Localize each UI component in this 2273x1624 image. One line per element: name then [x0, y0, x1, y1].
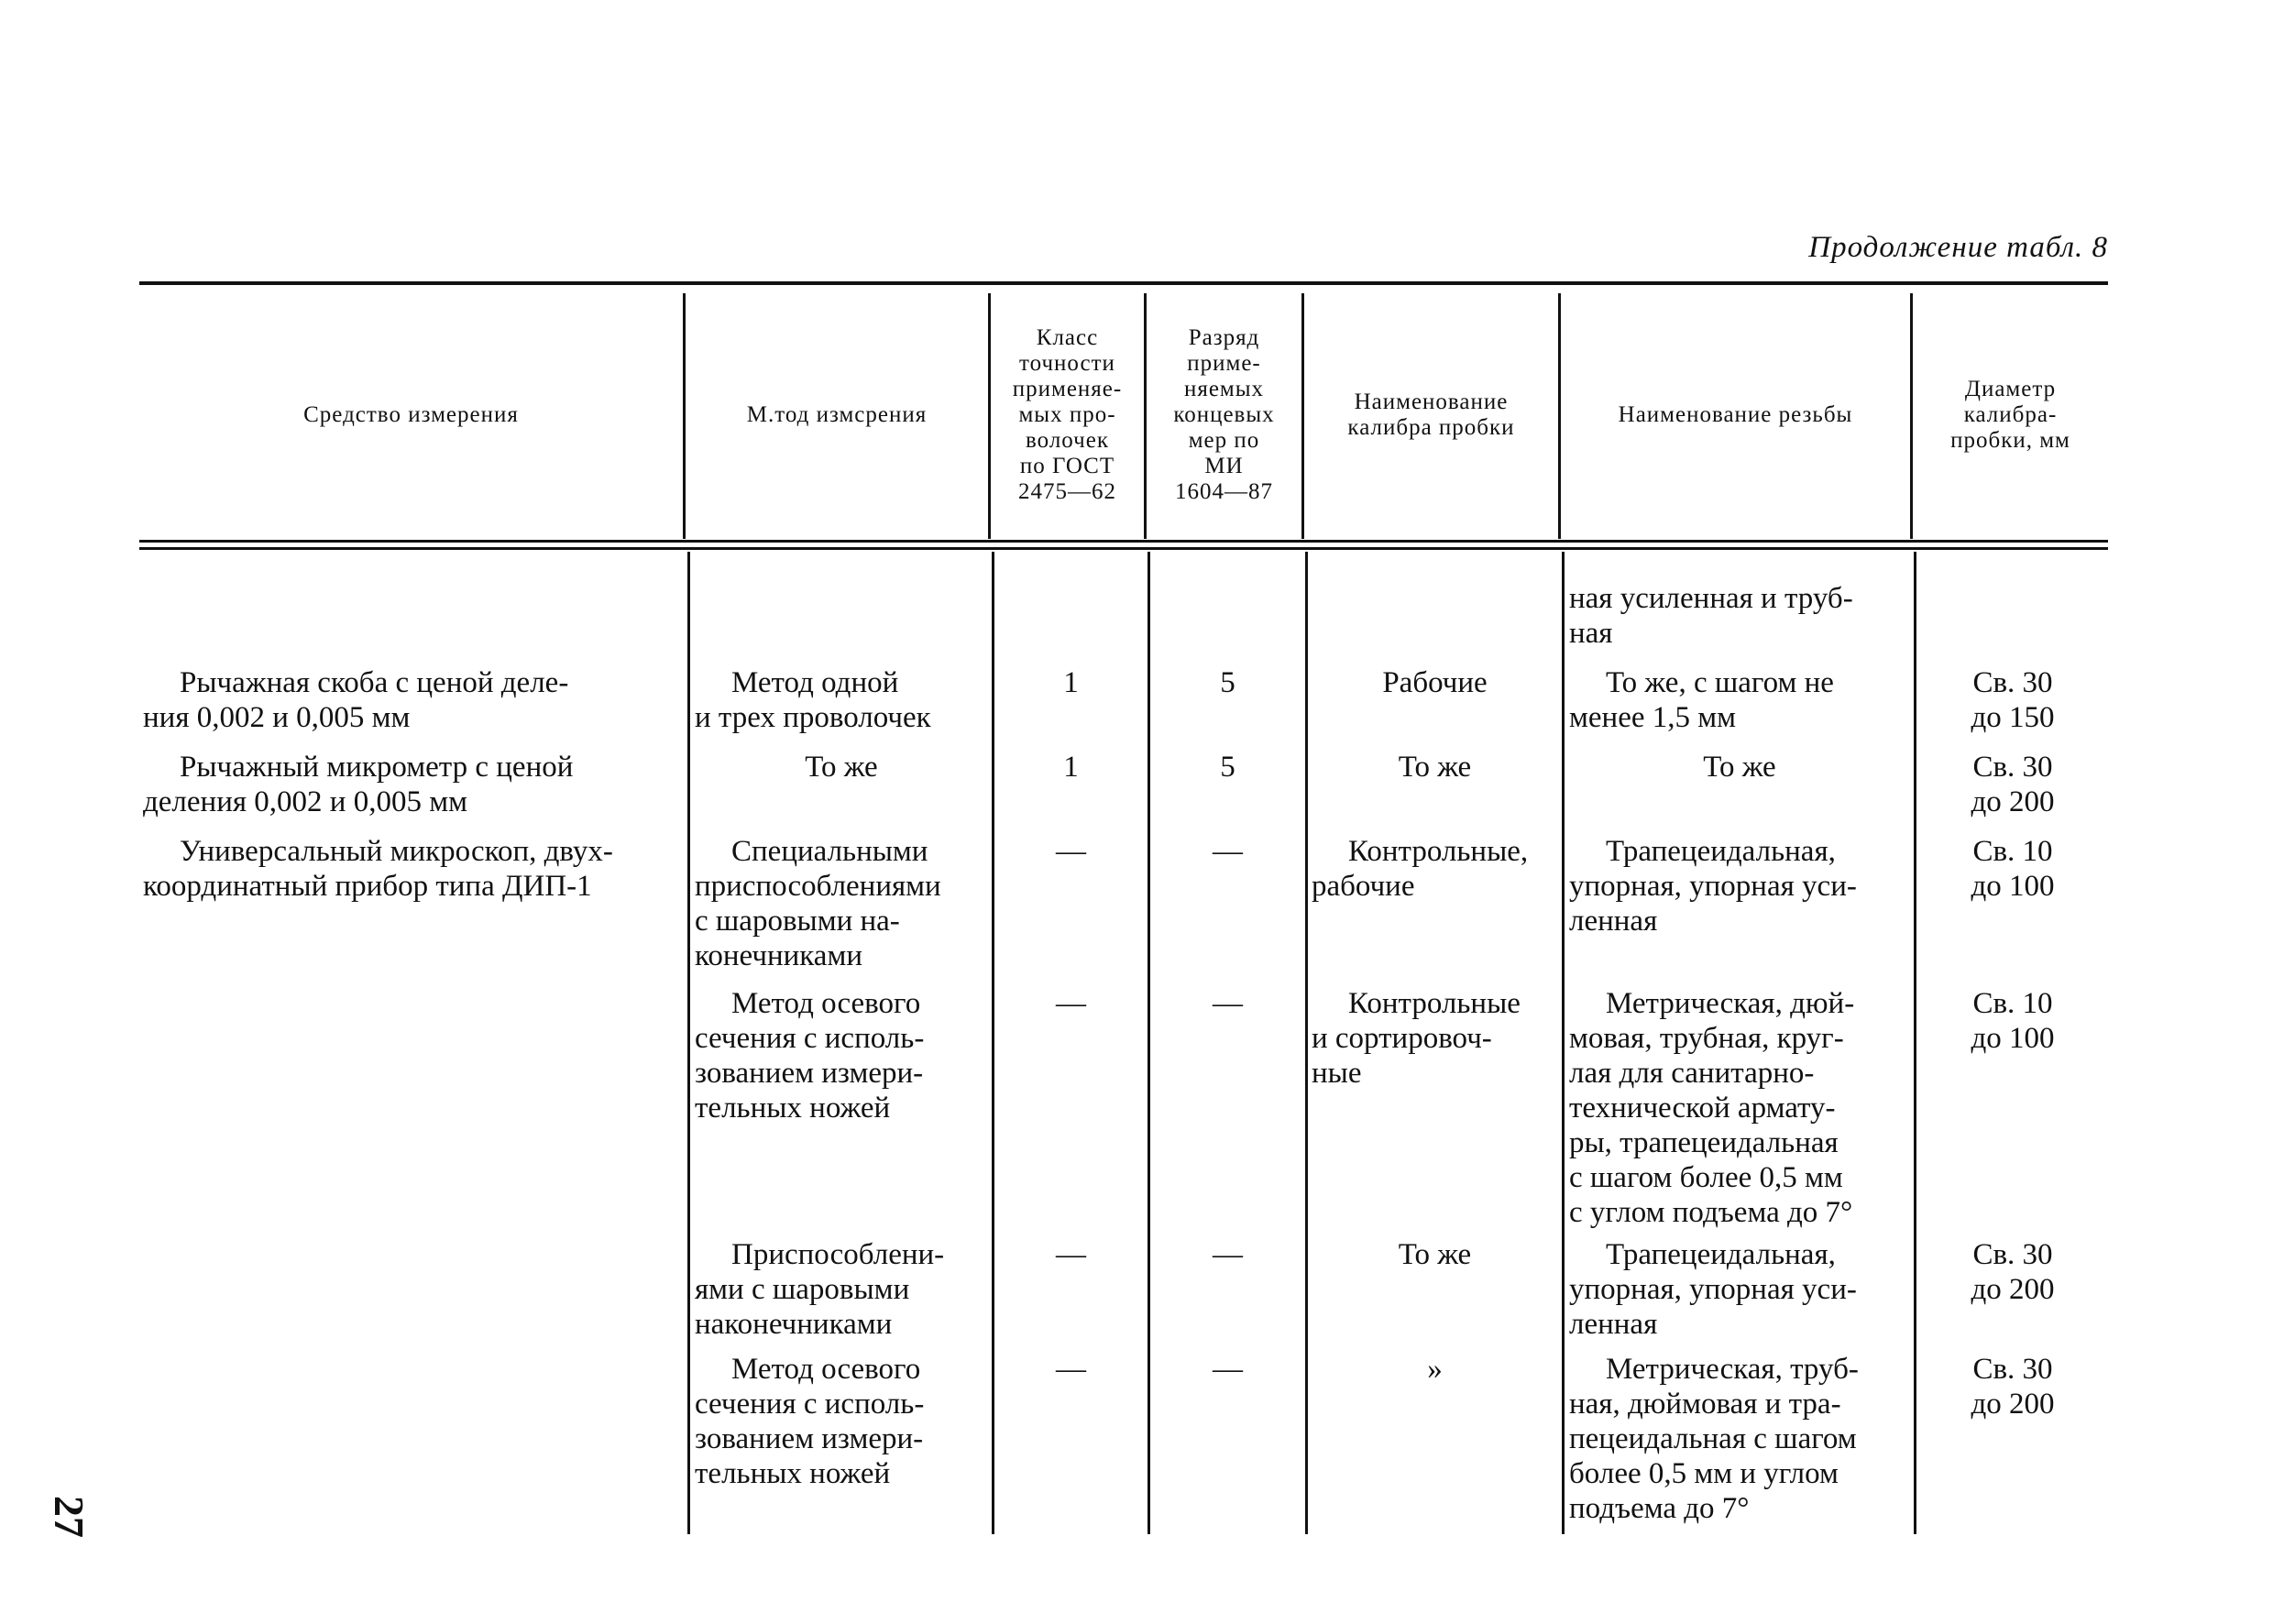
row4-plug-gauge-name: Контрольные и сортировоч- ные: [1312, 987, 1521, 1090]
header-plug-diameter: Диаметр калибра- пробки, мм: [1950, 376, 2070, 453]
row4-gauge-block-grade: —: [1213, 987, 1243, 1020]
row2-plug-gauge-name: То же: [1398, 751, 1472, 784]
header-measuring-tool: Средство измерения: [303, 401, 519, 427]
row5-plug-gauge-name: То же: [1398, 1238, 1472, 1271]
row1-thread-name: То же, с шагом не менее 1,5 мм: [1569, 666, 1834, 734]
table-caption: Продолжение табл. 8: [1808, 231, 2108, 264]
row2-measuring-tool: Рычажный микрометр с ценой деления 0,002 и 0,005 мм: [143, 751, 574, 818]
row2-gauge-block-grade: 5: [1220, 751, 1235, 784]
row2-plug-diameter: Св. 30 до 200: [1971, 751, 2055, 818]
row3-thread-name: Трапецеидальная, упорная, упорная уси- ленная: [1569, 835, 1857, 938]
row1-measuring-method: Метод одной и трех проволочек: [695, 666, 931, 734]
row4-measuring-method: Метод осевого сечения с исполь- зованием измери- тельных ножей: [695, 987, 925, 1125]
row6-measuring-method: Метод осевого сечения с исполь- зованием измери- тельных ножей: [695, 1353, 925, 1490]
row2-wire-class: 1: [1063, 751, 1079, 784]
row5-plug-diameter: Св. 30 до 200: [1971, 1238, 2055, 1306]
row1-wire-class: 1: [1063, 666, 1079, 699]
header-rule-1: [139, 540, 2108, 543]
page-number: 27: [46, 1496, 93, 1538]
row6-plug-diameter: Св. 30 до 200: [1971, 1353, 2055, 1421]
row6-gauge-block-grade: —: [1213, 1353, 1243, 1386]
col-divider-5-body: [1562, 552, 1565, 1534]
row6-thread-name: Метрическая, труб- ная, дюймовая и тра- пецеидальная с шагом более 0,5 мм и углом подъема до 7°: [1569, 1353, 1859, 1525]
row5-thread-name: Трапецеидальная, упорная, упорная уси- ленная: [1569, 1238, 1857, 1341]
row2-thread-name: То же: [1703, 751, 1776, 784]
row3-measuring-tool: Универсальный микроскоп, двух- координатный прибор типа ДИП-1: [143, 835, 613, 903]
header-measuring-method: М.тод измсрения: [746, 401, 928, 427]
top-rule: [139, 281, 2108, 285]
header-gauge-block-grade: Разряд приме- няемых концевых мер по МИ 1604—87: [1173, 324, 1275, 504]
header-rule-2: [139, 547, 2108, 550]
row1-plug-diameter: Св. 30 до 150: [1971, 666, 2055, 734]
row1-measuring-tool: Рычажная скоба с ценой деле- ния 0,002 и 0,005 мм: [143, 666, 569, 734]
row6-wire-class: —: [1056, 1353, 1086, 1386]
row5-wire-class: —: [1056, 1238, 1086, 1271]
row3-wire-class: —: [1056, 835, 1086, 868]
row4-wire-class: —: [1056, 987, 1086, 1020]
row2-measuring-method: То же: [805, 751, 878, 784]
row6-plug-gauge-name: »: [1427, 1353, 1443, 1386]
row3-gauge-block-grade: —: [1213, 835, 1243, 868]
row4-plug-diameter: Св. 10 до 100: [1971, 987, 2055, 1055]
row5-measuring-method: Приспособлени- ями с шаровыми наконечниками: [695, 1238, 945, 1341]
row3-plug-gauge-name: Контрольные, рабочие: [1312, 835, 1529, 903]
header-plug-gauge-name: Наименование калибра пробки: [1347, 389, 1515, 440]
header-wire-class: Класс точности применяе- мых про- волочек по ГОСТ 2475—62: [1012, 324, 1123, 504]
row3-measuring-method: Специальными приспособлениями с шаровыми на- конечниками: [695, 835, 941, 972]
header-thread-name: Наименование резьбы: [1618, 401, 1853, 427]
thread-name-carryover: ная усиленная и труб- ная: [1569, 582, 1853, 650]
row1-plug-gauge-name: Рабочие: [1382, 666, 1488, 699]
row1-gauge-block-grade: 5: [1220, 666, 1235, 699]
row3-plug-diameter: Св. 10 до 100: [1971, 835, 2055, 903]
row5-gauge-block-grade: —: [1213, 1238, 1243, 1271]
col-divider-1-body: [687, 552, 690, 1534]
row4-thread-name: Метрическая, дюй- мовая, трубная, круг- лая для санитарно- технической армату- ры, трапецеидальная с шагом более 0,5 мм с углом подъема до 7°: [1569, 987, 1855, 1229]
